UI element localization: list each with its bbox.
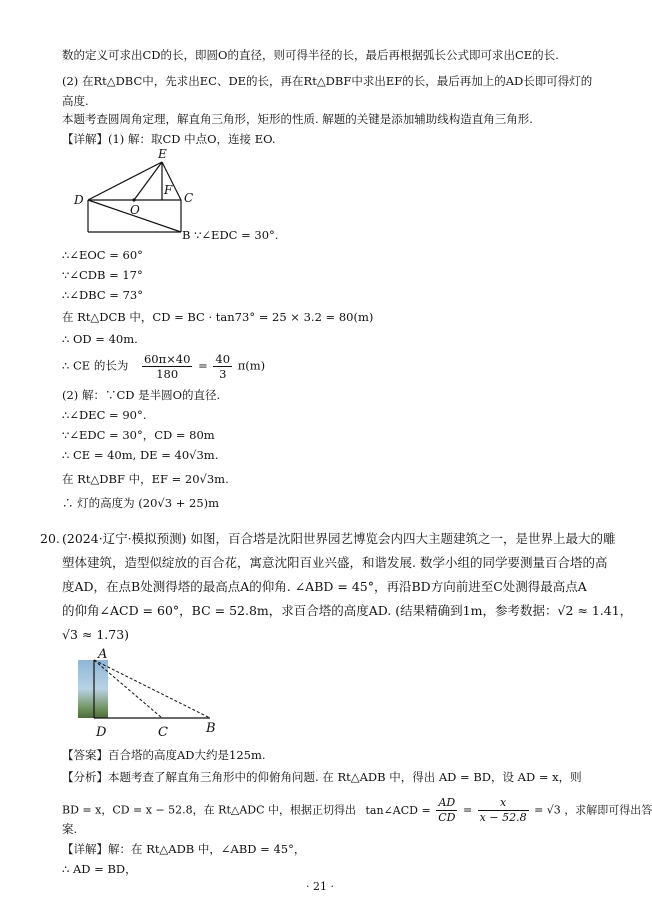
geometry-figure-2 <box>66 642 236 742</box>
label-C: C <box>184 191 194 205</box>
text-line-18: ∴ 灯的高度为 (20√3 + 25)m <box>62 496 220 510</box>
segment-OE <box>134 162 162 200</box>
label-B: B <box>206 721 216 736</box>
label-O: O <box>130 203 140 217</box>
text-line-14: ∴∠DEC = 90°. <box>62 408 147 422</box>
text-line-12: ∴ CE 的长为 $\frac{60\pi\times 40}{180}$ = $\frac{40}{3}$ π(m) <box>62 352 266 381</box>
answer-line-2: 【分析】本题考查了解直角三角形中的仰俯角问题. 在 Rt△ADB 中，得出 AD = BD，设 AD = x，则 <box>62 770 582 784</box>
text-line-15: ∵∠EDC = 30°，CD = 80m <box>62 428 215 442</box>
label-A: A <box>98 647 108 662</box>
question-line-5: √3 ≈ 1.73) <box>62 627 130 642</box>
text-line-16: ∴ CE = 40m, DE = 40√3m. <box>62 448 219 462</box>
answer-line-5: 【详解】解：在 Rt△ADB 中，∠ABD = 45°， <box>62 842 306 856</box>
text-line-17: 在 Rt△DBF 中，EF = 20√3m. <box>62 472 229 486</box>
answer-line-4: 案. <box>62 822 78 836</box>
segment-AC <box>94 660 162 718</box>
text-line-8: ∵∠CDB = 17° <box>62 268 143 282</box>
page-number: · 21 · <box>306 880 334 893</box>
question-line-4: 的仰角∠ACD = 60°，BC = 52.8m，求百合塔的高度AD. (结果精确到1m，参考数据：√2 ≈ 1.41， <box>62 603 633 618</box>
label-E: E <box>158 147 167 161</box>
question-line-2: 塑体建筑，造型似绽放的百合花，寓意沈阳百业兴盛，和谐发展. 数学小组的同学要测量百合塔的高 <box>62 555 608 570</box>
segment-DE <box>88 162 162 200</box>
text-line-1: 数的定义可求出CD的长，即圆O的直径，则可得半径的长，最后再根据弧长公式即可求出CE的长. <box>62 48 559 62</box>
text-line-2: (2) 在Rt△DBC中，先求出EC、DE的长，再在Rt△DBF中求出EF的长，最后再加上的AD长即可得灯的 <box>62 74 593 88</box>
question-line-1: (2024·辽宁·模拟预测) 如图，百合塔是沈阳世界园艺博览会内四大主题建筑之一，是世界上最大的雕 <box>62 531 616 546</box>
text-line-7: ∴∠EOC = 60° <box>62 248 143 262</box>
text-line-10: 在 Rt△DCB 中，CD = BC · tan73° = 25 × 3.2 = 80(m) <box>62 310 374 324</box>
label-D: D <box>96 725 107 740</box>
text-line-13: (2) 解：∵CD 是半圆O的直径. <box>62 388 221 402</box>
text-line-11: ∴ OD = 40m. <box>62 332 138 346</box>
text-line-4: 本题考查圆周角定理，解直角三角形，矩形的性质. 解题的关键是添加辅助线构造直角三角形. <box>62 112 533 126</box>
answer-line-6: ∴ AD = BD， <box>62 862 137 876</box>
answer-line-3: BD = x，CD = x − 52.8，在 Rt△ADC 中，根据正切得出 tan∠ACD = $\frac{AD}{CD}$ = $\frac{x}{x - 52.8}$ = √3 ，求解即可得出答 <box>62 796 652 824</box>
point-O <box>132 198 135 201</box>
text-line-5: 【详解】(1) 解：取CD 中点O，连接 EO. <box>62 132 276 146</box>
text-line-6: B ∵∠EDC = 30°. <box>182 228 279 242</box>
text-line-3: 高度. <box>62 94 89 108</box>
text-line-9: ∴∠DBC = 73° <box>62 288 143 302</box>
question-number: 20. <box>40 531 60 546</box>
label-C: C <box>158 725 168 740</box>
answer-line-1: 【答案】百合塔的高度AD大约是125m. <box>62 748 266 762</box>
label-D: D <box>74 193 84 207</box>
question-line-3: 度AD，在点B处测得塔的最高点A的仰角. ∠ABD = 45°，再沿BD方向前进至C处测得最高点A <box>62 579 587 594</box>
label-F: F <box>164 183 173 197</box>
